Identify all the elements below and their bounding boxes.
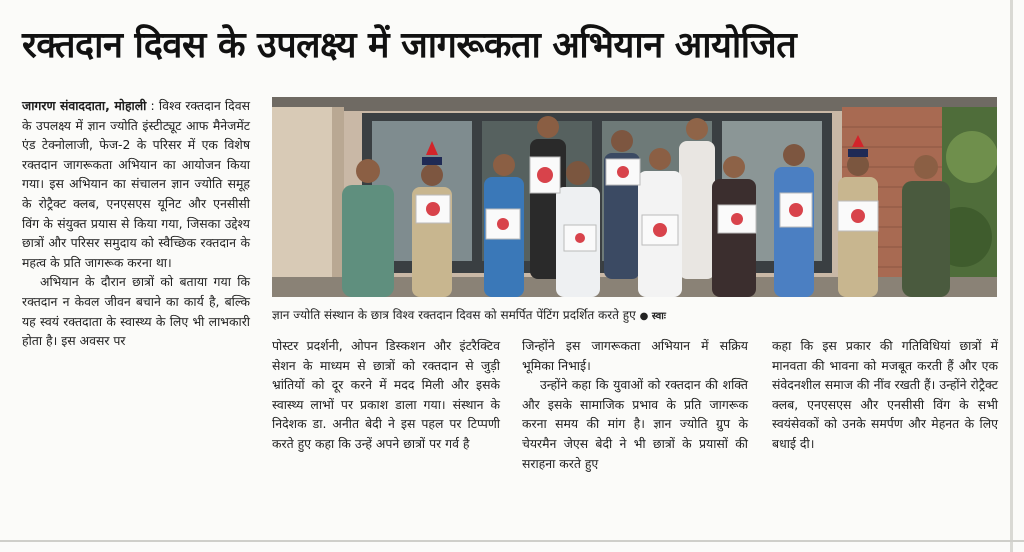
paragraph-5: उन्होंने कहा कि युवाओं को रक्तदान की शक्ति और इसके सामाजिक प्रभाव के प्रति जागरूक करना समय की मांग है। ज्ञान ज्योति ग्रुप के चेयरमैन जेएस बेदी ने भी छात्रों के प्रयासों की सराहना करते हुए — [522, 377, 748, 471]
caption-text: ज्ञान ज्योति संस्थान के छात्र विश्व रक्तदान दिवस को समर्पित पेंटिंग प्रदर्शित करते हुए — [272, 308, 636, 322]
article-column-4 — [772, 336, 998, 454]
paragraph-4: जिन्होंने इस जागरूकता अभियान में सक्रिय भूमिका निभाई। — [522, 338, 748, 373]
article-column-2 — [272, 336, 500, 454]
photo-credit: ● स्वाः — [639, 311, 666, 322]
news-photo — [272, 97, 997, 297]
headline: रक्तदान दिवस के उपलक्ष्य में जागरूकता अभियान आयोजित — [22, 25, 797, 66]
bottom-rule — [0, 540, 1024, 542]
page-edge-rule — [1010, 0, 1013, 552]
article-column-3 — [522, 336, 748, 473]
article-column-1 — [22, 96, 250, 351]
paragraph-6: कहा कि इस प्रकार की गतिविधियां छात्रों में मानवता की भावना को मजबूत करती हैं और एक संवेदनशील समाज की नींव रखती हैं। उन्होंने रोट्रैक्ट क्लब, एनएसएस और एनसीसी विंग के सभी स्वयंसेवकों को उनके समर्पण और मेहनत के लिए बधाई दी। — [772, 338, 998, 451]
paragraph-3: पोस्टर प्रदर्शनी, ओपन डिस्कशन और इंटरैक्टिव सेशन के माध्यम से छात्रों को रक्तदान से जुड़ी भ्रांतियों को दूर करने में मदद मिली और इसके स्वास्थ्य लाभों पर प्रकाश डाला गया। संस्थान के निदेशक डा. अनीत बेदी ने इस पहल पर टिप्पणी करते हुए कहा कि उन्हें अपने छात्रों पर गर्व है — [272, 338, 500, 451]
paragraph-1: : विश्व रक्तदान दिवस के उपलक्ष्य में ज्ञान ज्योति इंस्टीट्यूट आफ मैनेजमेंट एंड टेक्नोलाजी, फेज-2 के परिसर में एक विशेष रक्तदान जागरूकता अभियान का आयोजन किया गया। इस अभियान का संचालन ज्ञान ज्योति समूह के रोट्रैक्ट क्लब, एनएसएस यूनिट और एनसीसी विंग के संयुक्त प्रयास से किया गया, जिसका उद्देश्य छात्रों और परिसर समुदाय को स्वैच्छिक रक्तदान के महत्व के प्रति जागरूक करना था। — [22, 98, 250, 270]
photo-caption — [272, 306, 1002, 326]
byline: जागरण संवाददाता, मोहाली — [22, 98, 147, 113]
paragraph-2: अभियान के दौरान छात्रों को बताया गया कि रक्तदान न केवल जीवन बचाने का कार्य है, बल्कि यह स्वयं रक्तदाता के स्वास्थ्य के लिए भी लाभकारी होता है। इस अवसर पर — [22, 274, 250, 349]
